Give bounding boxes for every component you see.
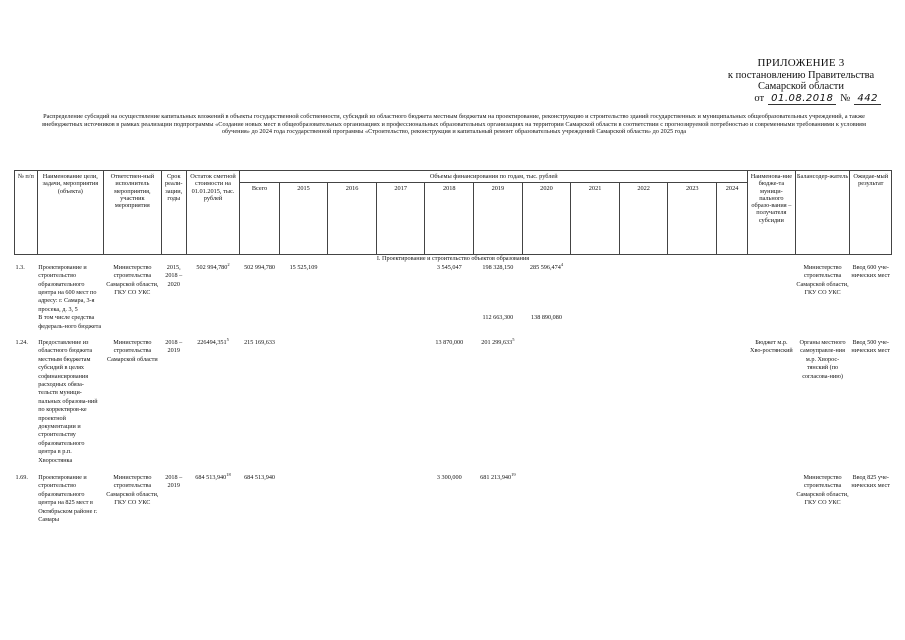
handwritten-date: 01.08.2018	[768, 93, 836, 106]
appendix-header	[721, 58, 881, 105]
row-name: Предоставление из областного бюджета местным бюджетам субсидий в целях софинансирования расходных обяза-тельств муници-пальных образова-ний по корректиров-ке проектной документации и строительству образовательного центра в р.п. Хворостянка	[38, 338, 98, 464]
row-num: 1.69.	[15, 474, 28, 482]
col-year: 2021	[571, 183, 620, 255]
row-num: 1.24.	[15, 338, 28, 346]
appendix-date-line	[721, 93, 881, 106]
row-result: Ввод 825 уче-нических мест	[851, 474, 891, 490]
row-total: 502 994,780	[244, 263, 276, 271]
row-2015: 15 525,109	[289, 263, 318, 271]
col-year: 2024	[717, 183, 748, 255]
col-name: Наименование цели, задачи, мероприятия (объекта)	[37, 171, 103, 255]
row-name: В том числе средства федераль-ного бюджета	[38, 314, 102, 330]
appendix-line3: Самарской области	[758, 81, 844, 92]
col-year: 2018	[425, 183, 474, 255]
col-year: 2020	[522, 183, 571, 255]
col-holder: Балансодер-жатель	[795, 171, 850, 255]
col-year: 2015	[279, 183, 328, 255]
col-funding: Объемы финансирования по годам, тыс. рублей	[240, 171, 748, 183]
table-header	[15, 171, 892, 255]
intro-paragraph: Распределение субсидий на осуществление капитальных вложений в объекты государственной собственности, субсидий из областного бюджета местным бюджетам на проектирование, реконструкцию и строительство зданий государственных и муниципальных общеобразовательных учреждений, а также внебюджетных источников в рамках реализации подпрограммы «Создание новых мест в общеобразовательных организациях и профессиональных образовательных организациях на территории Самарской области в соответствии с прогнозируемой потребностью и современными требованиями к условиям обучения» до 2024 года государственной программы «Строительство, реконструкция и капитальный ремонт образовательных учреждений Самарской области» до 2025 года	[42, 113, 866, 136]
appendix-line2: к постановлению Правительства	[727, 69, 875, 81]
from-label: от	[754, 92, 765, 104]
row-2018: 13 870,000	[435, 338, 464, 346]
table-row	[15, 339, 892, 465]
number-sign: №	[840, 92, 851, 104]
appendix-title: ПРИЛОЖЕНИЕ 3	[757, 57, 845, 69]
row-executor: Министерство строительства Самарской области, ГКУ СО УКС	[106, 263, 159, 296]
row-remainder: 684 513,940$^{18}$	[195, 471, 231, 482]
col-year: 2016	[328, 183, 377, 255]
row-remainder: 226494,351$^5$	[197, 336, 229, 346]
col-year: 2017	[376, 183, 425, 255]
row-2020: 138 890,080	[531, 314, 562, 322]
row-2018: 3 300,000	[436, 474, 462, 482]
col-remainder: Остаток сметной стоимости на 01.01.2015, тыс. рублей	[186, 171, 240, 255]
row-executor: Министерство строительства Самарской области, ГКУ СО УКС	[106, 474, 159, 507]
col-recipient: Наименова-ние бюдже-та муници-пального образо-вания – получателя субсидии	[748, 171, 796, 255]
col-year: 2019	[474, 183, 523, 255]
row-result: Ввод 500 уче-нических мест	[851, 338, 891, 355]
handwritten-number: 442	[854, 93, 881, 106]
row-2019: 681 213,940$^{19}$	[480, 471, 516, 482]
row-executor: Министерство строительства Самарской области	[107, 338, 158, 363]
funding-table	[14, 170, 892, 524]
table-row	[15, 264, 892, 314]
table-row	[15, 474, 892, 524]
row-holder: Министерство строительства Самарской области, ГКУ СО УКС	[796, 263, 849, 296]
row-2019: 112 663,300	[482, 314, 514, 322]
row-recipient	[748, 474, 796, 524]
row-remainder: 502 994,780$^2$	[196, 261, 230, 271]
col-year: 2023	[668, 183, 717, 255]
row-2020: 285 596,474$^4$	[529, 261, 564, 271]
row-total: 215 169,633	[244, 338, 276, 346]
row-name: Проектирование и строительство образовательного центра на 825 мест в Октябрьском районе г. Самары	[38, 474, 98, 524]
row-2018: 3 545,047	[436, 263, 462, 271]
col-executor: Ответствен-ный исполнитель мероприятия, участник мероприятия	[103, 171, 161, 255]
row-term: 2018 – 2019	[165, 338, 183, 355]
row-result: Ввод 600 уче-нических мест	[851, 263, 891, 280]
row-holder: Министерство строительства Самарской области, ГКУ СО УКС	[796, 474, 849, 507]
col-term: Срок реали-зации, годы	[161, 171, 186, 255]
section-title: I. Проектирование и строительство объектов образования	[15, 255, 892, 264]
table-row	[15, 314, 892, 331]
row-total: 684 513,940	[244, 474, 276, 482]
col-num: № п/п	[15, 171, 38, 255]
row-recipient	[748, 264, 796, 314]
row-2019: 198 328,150	[482, 263, 514, 271]
row-2019: 201 299,633$^5$	[481, 336, 515, 346]
col-total: Всего	[240, 183, 279, 255]
row-name: Проектирование и строительство образовательного центра на 600 мест по адресу: г. Самара, 3-я просека, д. 3, 5	[38, 263, 97, 313]
row-term: 2018 – 2019	[165, 474, 183, 490]
row-num: 1.3.	[15, 263, 25, 271]
col-result: Ожидае-мый результат	[850, 171, 892, 255]
row-recipient: Бюджет м.р. Хво-ростянский	[749, 338, 793, 355]
col-year: 2022	[619, 183, 668, 255]
row-holder: Органы местного самоуправле-ния м.р. Хворос-тянский (по согласова-нию)	[799, 338, 846, 380]
row-term: 2015, 2018 – 2020	[165, 263, 183, 288]
